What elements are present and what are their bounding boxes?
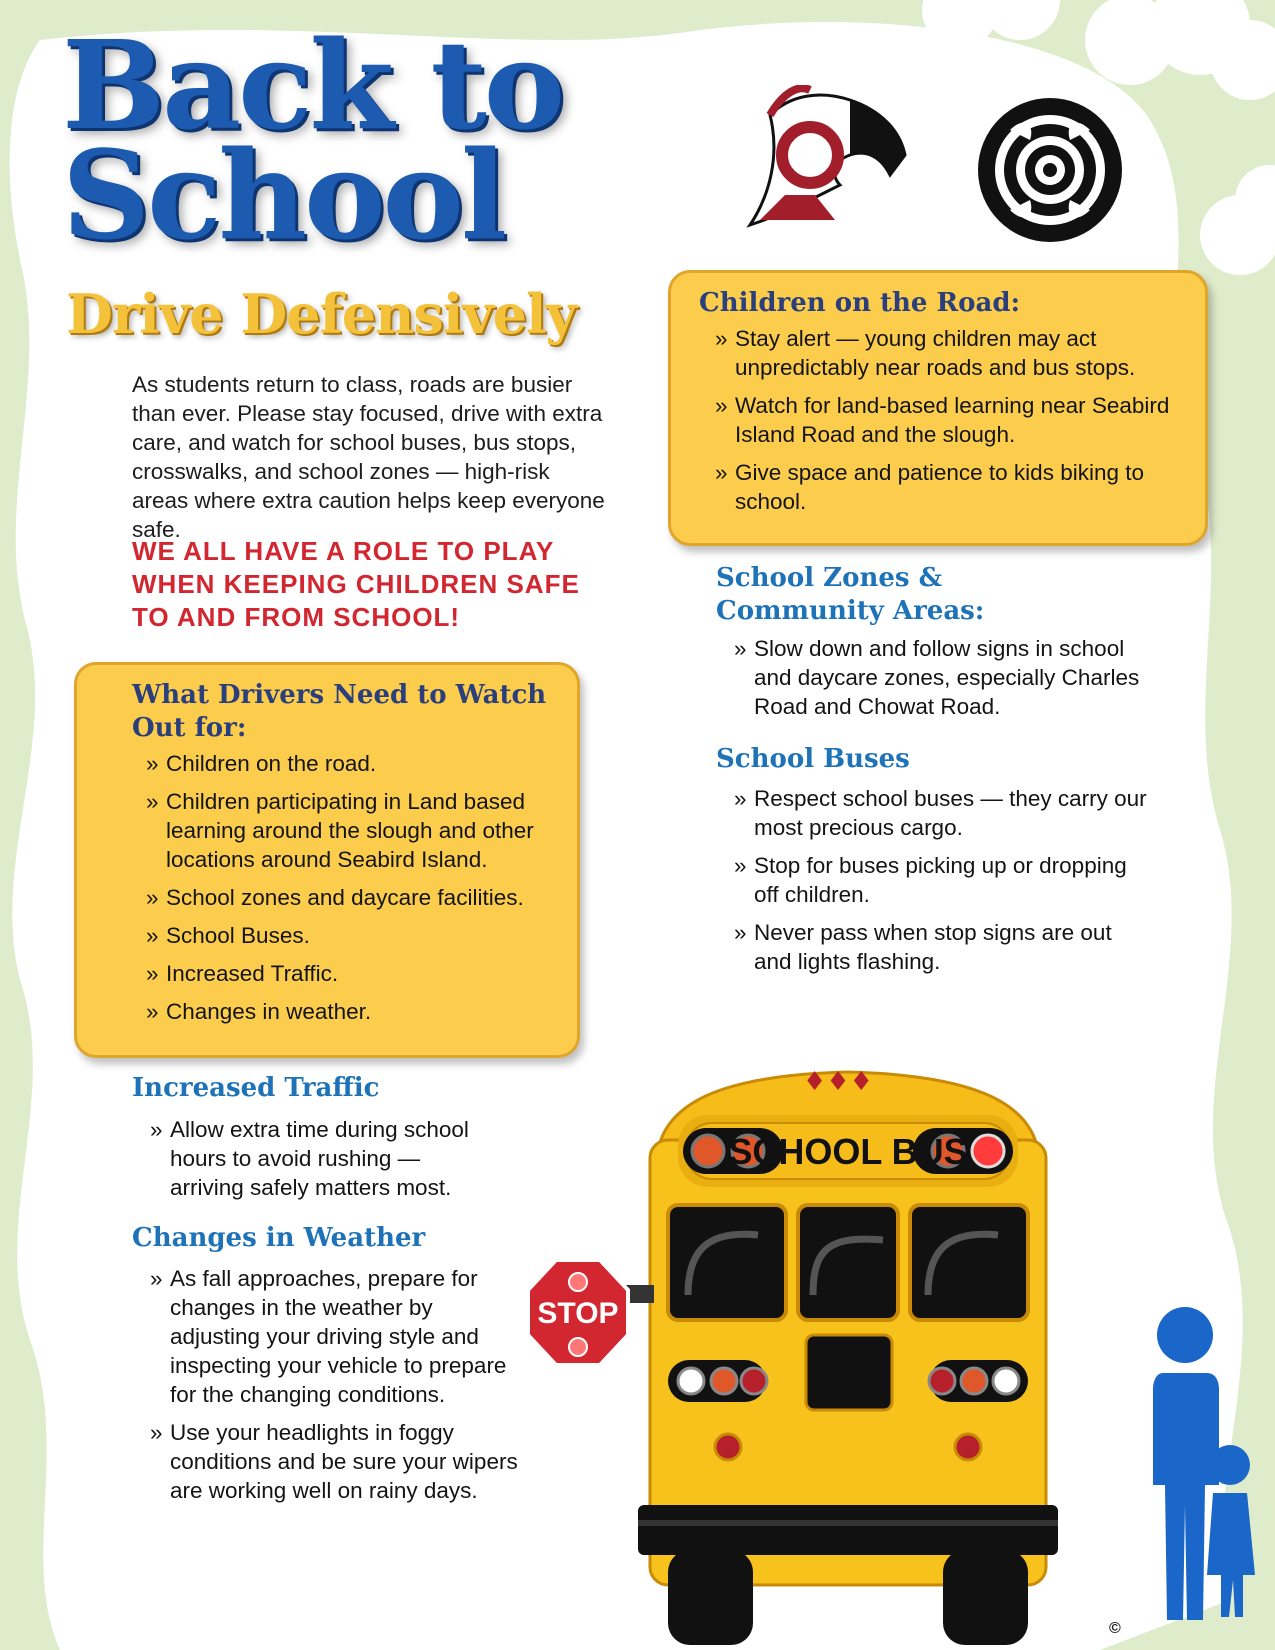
list-item: » School zones and daycare facilities. <box>146 883 552 912</box>
list-item: » Stop for buses picking up or dropping off children. <box>734 851 1154 909</box>
school-buses-section <box>734 784 1154 985</box>
school-zones-heading: School Zones & Community Areas: <box>716 563 985 626</box>
list-item: » As fall approaches, prepare for changes in the weather by adjusting your driving style and inspecting your vehicle to prepare for the changing conditions. <box>150 1264 520 1409</box>
intro-paragraph: As students return to class, roads are busier than ever. Please stay focused, drive with extra care, and watch for school buses, bus stops, crosswalks, and school zones — high-risk areas where extra caution helps keep everyone safe. <box>132 372 605 542</box>
list-item: » Children participating in Land based learning around the slough and other locations around Seabird Island. <box>146 787 552 874</box>
school-zones-section <box>734 634 1154 730</box>
drivers-watch-box <box>74 662 580 1058</box>
list-item: » Respect school buses — they carry our most precious cargo. <box>734 784 1154 842</box>
svg-text:♦♦♦: ♦♦♦ <box>803 1067 873 1097</box>
changes-weather-heading: Changes in Weather <box>132 1223 426 1253</box>
stop-sign-text: STOP <box>537 1297 619 1330</box>
increased-traffic-heading: Increased Traffic <box>132 1073 380 1103</box>
page-subtitle: Drive Defensively <box>66 282 576 346</box>
children-road-heading: Children on the Road: <box>699 288 1021 318</box>
list-item: » Changes in weather. <box>146 997 552 1026</box>
school-buses-heading: School Buses <box>716 744 910 774</box>
page-title <box>62 13 563 267</box>
copyright-mark: © <box>1109 1620 1121 1637</box>
parent-child-figures-icon <box>1145 1305 1255 1625</box>
formline-emblem-logo <box>975 95 1125 245</box>
list-item: » Watch for land-based learning near Seabird Island Road and the slough. <box>715 391 1179 449</box>
eagle-logo <box>740 85 910 235</box>
list-item: » Children on the road. <box>146 749 552 778</box>
title-line-1: Back to <box>62 13 563 157</box>
list-item: » Allow extra time during school hours to avoid rushing — arriving safely matters most. <box>150 1115 490 1202</box>
increased-traffic-section <box>150 1115 490 1211</box>
list-item: » School Buses. <box>146 921 552 950</box>
school-bus-illustration <box>528 1060 1128 1650</box>
changes-weather-section <box>150 1264 520 1514</box>
title-line-2: School <box>62 123 505 267</box>
list-item: » Slow down and follow signs in school and daycare zones, especially Charles Road and Chowat Road. <box>734 634 1154 721</box>
drivers-watch-heading: What Drivers Need to Watch Out for: <box>132 680 547 743</box>
children-road-box <box>668 270 1208 546</box>
list-item: » Give space and patience to kids biking to school. <box>715 458 1179 516</box>
list-item: » Increased Traffic. <box>146 959 552 988</box>
safety-callout: WE ALL HAVE A ROLE TO PLAY WHEN KEEPING CHILDREN SAFE TO AND FROM SCHOOL! <box>132 536 580 632</box>
bus-sign-text: SCHOOL BUS <box>728 1131 968 1172</box>
list-item: » Stay alert — young children may act unpredictably near roads and bus stops. <box>715 324 1179 382</box>
list-item: » Never pass when stop signs are out and lights flashing. <box>734 918 1154 976</box>
list-item: » Use your headlights in foggy conditions and be sure your wipers are working well on rainy days. <box>150 1418 520 1505</box>
